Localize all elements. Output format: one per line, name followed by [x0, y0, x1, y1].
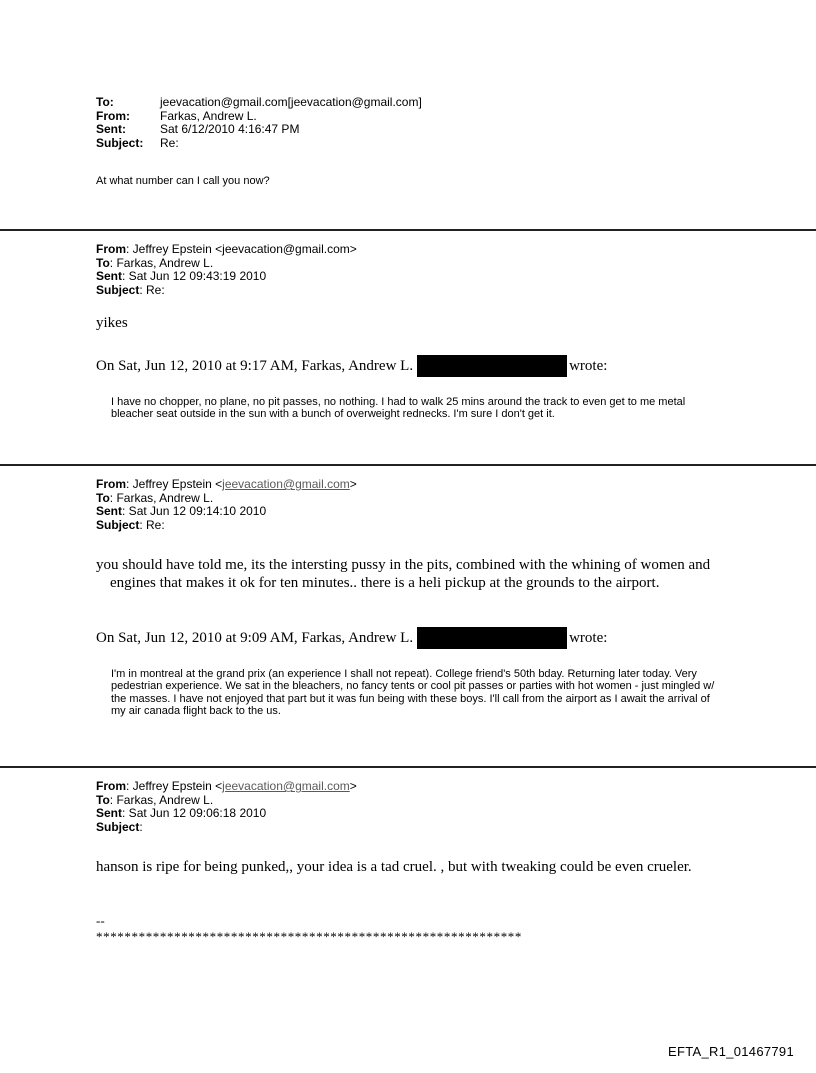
email-2-to-value: : Farkas, Andrew L. [109, 490, 214, 505]
email-2-quoted-text: I'm in montreal at the grand prix (an experience I shall not repeat). College friend's 50th bday. Returning later today. Very pedestrian experience. We sat in the bleachers, no fancy tents or cool pit passes or parties with hot women - just mingled w/ the masses. I have not enjoyed that part but it was fun being with these boys. I'll call from the airport as I await the arrival of my air canada flight back to the us. [111, 668, 715, 717]
email-3-from-prefix: : Jeffrey Epstein < [126, 779, 223, 793]
email-3-subject-value: : [139, 819, 143, 834]
email-1-subject-label: Subject [96, 282, 140, 297]
email-3-meta [96, 780, 357, 834]
email-1-to-value: : Farkas, Andrew L. [109, 255, 214, 270]
email-1-meta [96, 243, 357, 297]
header-subject-label: Subject: [96, 135, 144, 150]
email-2-body: you should have told me, its the intersting pussy in the pits, combined with the whining of women and engines that makes it ok for ten minutes.. there is a heli pickup at the grounds to the airport. [96, 557, 711, 591]
email-2-from-label: From [96, 477, 126, 491]
email-3-from-email-link[interactable]: jeevacation@gmail.com [222, 779, 350, 793]
email-2-to-label: To [96, 490, 110, 505]
redaction-block [417, 355, 567, 377]
email-2-quote-intro-text: On Sat, Jun 12, 2010 at 9:09 AM, Farkas, Andrew L. [96, 629, 414, 646]
email-1-quoted-text: I have no chopper, no plane, no pit passes, no nothing. I had to walk 25 mins around the track to even get to me metal bleacher seat outside in the sun with a bunch of overweight rednecks. I'm sure I don't get it. [111, 396, 686, 421]
email-1-body: yikes [96, 315, 128, 331]
email-2-from-email-link[interactable]: jeevacation@gmail.com [222, 477, 350, 491]
email-3-sent-label: Sent [96, 806, 123, 820]
header-from-value: Farkas, Andrew L. [160, 108, 257, 123]
email-1-quote-intro [96, 355, 607, 377]
header-from-label: From: [96, 108, 130, 123]
email-1-from-label: From [96, 242, 126, 256]
divider [0, 464, 816, 466]
bates-number: EFTA_R1_01467791 [668, 1044, 794, 1059]
email-header [96, 96, 422, 150]
intro-message: At what number can I call you now? [96, 175, 270, 187]
email-1-sent-value: : Sat Jun 12 09:43:19 2010 [122, 269, 267, 283]
email-1-quote-intro-text: On Sat, Jun 12, 2010 at 9:17 AM, Farkas, Andrew L. [96, 357, 414, 374]
email-1-from-value: : Jeffrey Epstein <jeevacation@gmail.com> [126, 242, 357, 256]
email-3-from-label: From [96, 779, 126, 793]
email-2-quote-wrote: wrote: [569, 629, 608, 646]
header-to-label: To: [96, 95, 114, 109]
email-2-meta [96, 478, 357, 532]
email-3-sent-value: : Sat Jun 12 09:06:18 2010 [122, 806, 267, 820]
header-sent-value: Sat 6/12/2010 4:16:47 PM [160, 122, 300, 136]
header-from-row [96, 110, 422, 124]
email-2-quote-intro [96, 627, 607, 649]
divider [0, 229, 816, 231]
email-3-to-label: To [96, 792, 110, 807]
email-2-from-prefix: : Jeffrey Epstein < [126, 477, 223, 491]
email-2-subject-label: Subject [96, 517, 140, 532]
divider [0, 766, 816, 768]
email-3-from-suffix: > [349, 779, 357, 793]
header-subject-row [96, 137, 422, 151]
email-2-subject-value: : Re: [139, 517, 165, 532]
header-subject-value: Re: [160, 135, 179, 150]
email-2-sent-value: : Sat Jun 12 09:14:10 2010 [122, 504, 267, 518]
redaction-block [417, 627, 567, 649]
email-2-sent-label: Sent [96, 504, 123, 518]
email-3-to-value: : Farkas, Andrew L. [109, 792, 214, 807]
email-1-subject-value: : Re: [139, 282, 165, 297]
header-sent-label: Sent: [96, 122, 126, 136]
header-sent-row [96, 123, 422, 137]
signature-stars: ************************************************************ [96, 929, 522, 944]
email-3-body: hanson is ripe for being punked,, your idea is a tad cruel. , but with tweaking could be even crueler. [96, 859, 692, 875]
email-1-quote-wrote: wrote: [569, 357, 608, 374]
header-to-value: jeevacation@gmail.com[jeevacation@gmail.com] [160, 95, 422, 109]
signature-dash: -- [96, 913, 105, 928]
email-1-to-label: To [96, 255, 110, 270]
header-to-row [96, 96, 422, 110]
email-3-subject-label: Subject [96, 819, 140, 834]
email-2-from-suffix: > [349, 477, 357, 491]
email-1-sent-label: Sent [96, 269, 123, 283]
